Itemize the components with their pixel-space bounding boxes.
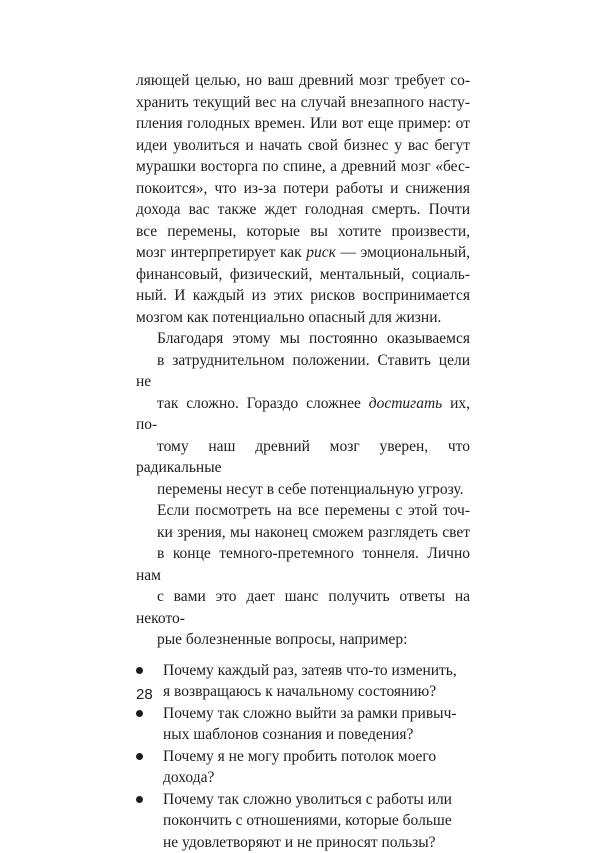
text-fragment: так сложно. Гораздо сложнее: [157, 395, 361, 412]
text-line: Почему так сложно уволиться с работы или: [163, 789, 470, 811]
list-item: [136, 789, 470, 853]
paragraph-1: [136, 70, 470, 328]
text-line: Почему каждый раз, затеяв что-то изменить,: [163, 660, 470, 682]
bullet-icon: [136, 753, 143, 760]
text-line: дохода вас также ждет голодная смерть. Почти: [136, 199, 470, 221]
text-line: с вами это дает шанс получить ответы на некото-: [136, 586, 470, 629]
body-text: [136, 70, 470, 853]
text-line: ный. И каждый из этих рисков воспринимается: [136, 285, 470, 307]
list-item: [136, 703, 470, 746]
text-line: Почему так сложно выйти за рамки привыч-: [163, 703, 470, 725]
text-line: в затруднительном положении. Ставить цели не: [136, 350, 470, 393]
paragraph-2: [136, 328, 470, 500]
bullet-icon: [136, 667, 143, 674]
text-line: Если посмотреть на все перемены с этой точ-: [136, 500, 470, 522]
text-line: не удовлетворяют и не приносят пользы?: [163, 832, 470, 853]
text-line: мозгом как потенциально опасный для жизни.: [136, 307, 470, 329]
text-line: тому наш древний мозг уверен, что радикальные: [136, 436, 470, 479]
text-line: финансовый, физический, ментальный, социаль-: [136, 264, 470, 286]
text-line: мурашки восторга по спине, а древний мозг «бес-: [136, 156, 470, 178]
text-fragment: мозг интерпретирует как: [136, 244, 302, 261]
text-line: хранить текущий вес на случай внезапного насту-: [136, 92, 470, 114]
bullet-icon: [136, 710, 143, 717]
text-line: покончить с отношениями, которые больше: [163, 810, 470, 832]
text-line: идеи уволиться и начать свой бизнес у вас бегут: [136, 135, 470, 157]
bullet-icon: [136, 796, 143, 803]
list-item: [136, 746, 470, 789]
text-line: пления голодных времен. Или вот еще пример: от: [136, 113, 470, 135]
emphasis-achieve: достигать: [369, 395, 442, 412]
emphasis-risk: риск: [306, 244, 336, 261]
page-number: 28: [136, 686, 153, 703]
text-line: Благодаря этому мы постоянно оказываемся: [136, 328, 470, 350]
text-line: [136, 242, 470, 264]
text-line: все перемены, которые вы хотите произвести,: [136, 221, 470, 243]
text-line: ляющей целью, но ваш древний мозг требует со-: [136, 70, 470, 92]
text-line: ных шаблонов сознания и поведения?: [163, 724, 470, 746]
list-item: [136, 660, 470, 703]
list-item-text: [163, 746, 470, 789]
paragraph-3: [136, 500, 470, 651]
text-line: рые болезненные вопросы, например:: [136, 629, 470, 651]
text-line: Почему я не могу пробить потолок моего: [163, 746, 470, 768]
list-item-text: [163, 660, 470, 703]
text-line: в конце темного-претемного тоннеля. Лично нам: [136, 543, 470, 586]
text-line: дохода?: [163, 767, 470, 789]
question-list: [136, 660, 470, 853]
text-line: [136, 393, 470, 436]
list-item-text: [163, 789, 470, 853]
text-line: я возвращаюсь к начальному состоянию?: [163, 681, 470, 703]
text-line: покоится», что из-за потери работы и снижения: [136, 178, 470, 200]
text-line: перемены несут в себе потенциальную угрозу.: [136, 479, 470, 501]
text-fragment: их, по-: [136, 395, 470, 434]
text-line: ки зрения, мы наконец сможем разглядеть свет: [136, 522, 470, 544]
text-fragment: — эмоциональный,: [336, 244, 470, 261]
list-item-text: [163, 703, 470, 746]
